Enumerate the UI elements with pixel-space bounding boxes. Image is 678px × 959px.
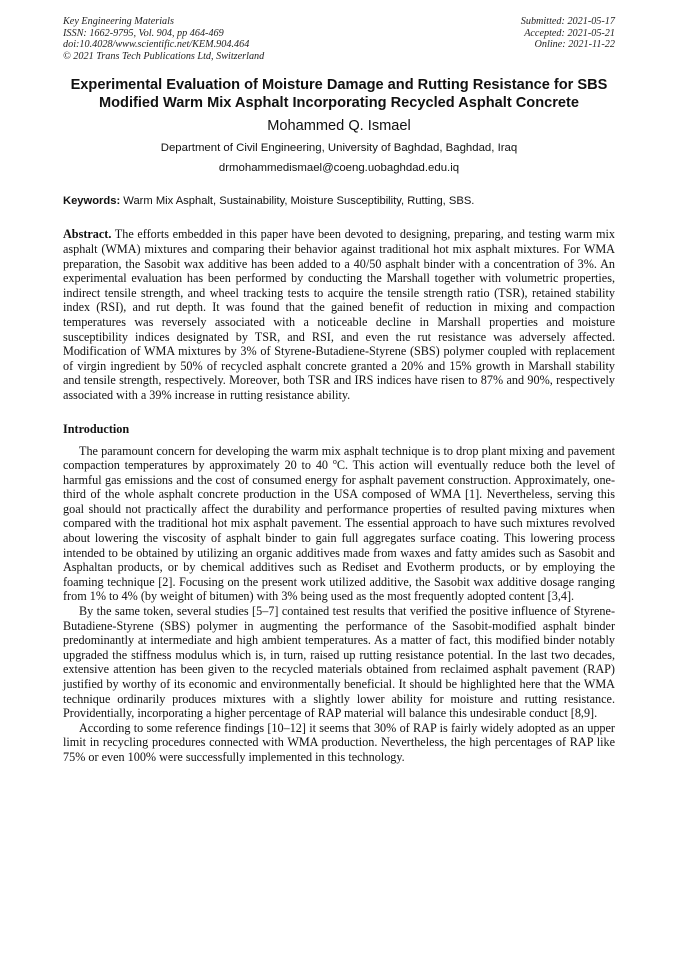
accepted-date: Accepted: 2021-05-21 <box>524 27 615 39</box>
keywords-text: Warm Mix Asphalt, Sustainability, Moisture Susceptibility, Rutting, SBS. <box>120 195 475 208</box>
keywords <box>63 195 615 207</box>
author-name: Mohammed Q. Ismael <box>267 118 411 135</box>
intro-paragraph-3: According to some reference findings [10–12] it seems that 30% of RAP is fairly widely adopted as an upper limit in recycling procedures connected with WMA production. Nevertheless, the high percentages of RAP like 75% or even 100% were successfully implemented in this technology. <box>63 720 615 764</box>
intro-paragraph-1-part-2: C. This action will eventually reduce both the level of harmful gas emissions and the cost of consumed energy for asphalt pavement construction. Approximately, one-third of the whole asphalt concrete production in the USA composed of WMA [1]. Nevertheless, serving this goal should not practically affect the durability and performance properties of resulted paving mixtures when compared with the traditional hot mix asphalt pavement. The essential approach to have such mixtures revolved about lowering the viscosity of asphalt binder to gain full aggregates surface coating. This lowering process intended to be obtained by utilizing an organic additives made from waxes and fatty amides such as Sasobit and Asphaltan products, or by chemical additives such as Rediset and Evotherm products, or by employing the foaming technique [2]. Focusing on the present work utilized additive, the Sasobit wax additive dosage ranging from 1% to 4% (by weight of bitumen) with 3% being used as the most frequently adopted content [3,4]. <box>63 458 615 604</box>
intro-paragraph-1-part-1: The paramount concern for developing the warm mix asphalt technique is to drop plant mixing and pavement compaction temperatures by approximately 20 to 40 <box>63 443 615 473</box>
author-affiliation: Department of Civil Engineering, University of Baghdad, Baghdad, Iraq <box>160 142 518 155</box>
paper-title: Experimental Evaluation of Moisture Damage and Rutting Resistance for SBS Modified Warm Mix Asphalt Incorporating Recycled Asphalt Concrete <box>70 77 608 112</box>
issn-line: ISSN: 1662-9795, Vol. 904, pp 464-469 <box>63 27 224 39</box>
section-heading-introduction: Introduction <box>63 421 130 436</box>
abstract-text: The efforts embedded in this paper have been devoted to designing, preparing, and testing warm mix asphalt (WMA) mixtures and comparing their behavior against traditional hot mix asphalt mixtures. For WMA preparation, the Sasobit wax additive has been added to a 40/50 asphalt binder with a concentration of 3%. An experimental evaluation has been performed by conducting the Marshall together with volumetric properties, indirect tensile strength, and wheel tracking tests to acquire the tensile strength ratio (TSR), retained stability index (RSI), and rut depth. It was found that the gained benefit of reduction in mixing and compaction temperatures was reversely associated with a noticeable decline in Marshall properties and moisture susceptibility indices designated by TSR, and RSI, and even the rut resistance was adversely affected. Modification of WMA mixtures by 3% of Styrene-Butadiene-Styrene (SBS) polymer coupled with replacement of virgin ingredient by 50% of recycled asphalt concrete granted a 20% and 15% growth in Marshall stability and tensile strength, respectively. Moreover, both TSR and IRS indices have risen to 87% and 90%, respectively associated with a 39% increase in rutting resistance ability. <box>63 227 615 402</box>
copyright-line: © 2021 Trans Tech Publications Ltd, Switzerland <box>63 50 265 62</box>
publication-header <box>63 16 615 62</box>
author-email: drmohammedismael@coeng.uobaghdad.edu.iq <box>218 162 460 175</box>
abstract <box>63 227 615 402</box>
dates-info <box>521 16 615 62</box>
intro-paragraph-1 <box>63 444 615 605</box>
online-date: Online: 2021-11-22 <box>534 39 615 51</box>
journal-info <box>63 16 264 62</box>
degree-superscript: o <box>332 457 337 467</box>
journal-name: Key Engineering Materials <box>63 16 174 27</box>
introduction-body <box>63 444 615 765</box>
submitted-date: Submitted: 2021-05-17 <box>520 16 615 27</box>
intro-paragraph-2: By the same token, several studies [5–7] contained test results that verified the positive influence of Styrene-Butadiene-Styrene (SBS) polymer in augmenting the performance of the Sasobit-modified asphalt binder predominantly at intermediate and high ambient temperatures. As a matter of fact, this modified binder notably upgraded the stiffness modulus which is, in turn, raised up rutting resistance potential. In the last two decades, extensive attention has been given to the recycled materials obtained from reclaimed asphalt pavement (RAP) justified by worthy of its economic and environmentally beneficial. It should be highlighted here that the WMA technique ordinarily produces mixtures with a slightly lower ability for moisture and rutting resistance. Providentially, incorporating a higher percentage of RAP material will balance this undesirable conduct [8,9]. <box>63 604 615 721</box>
keywords-label: Keywords: <box>63 195 121 208</box>
abstract-label: Abstract. <box>63 227 112 242</box>
doi-line: doi:10.4028/www.scientific.net/KEM.904.464 <box>63 39 250 51</box>
paper-page <box>63 16 615 765</box>
